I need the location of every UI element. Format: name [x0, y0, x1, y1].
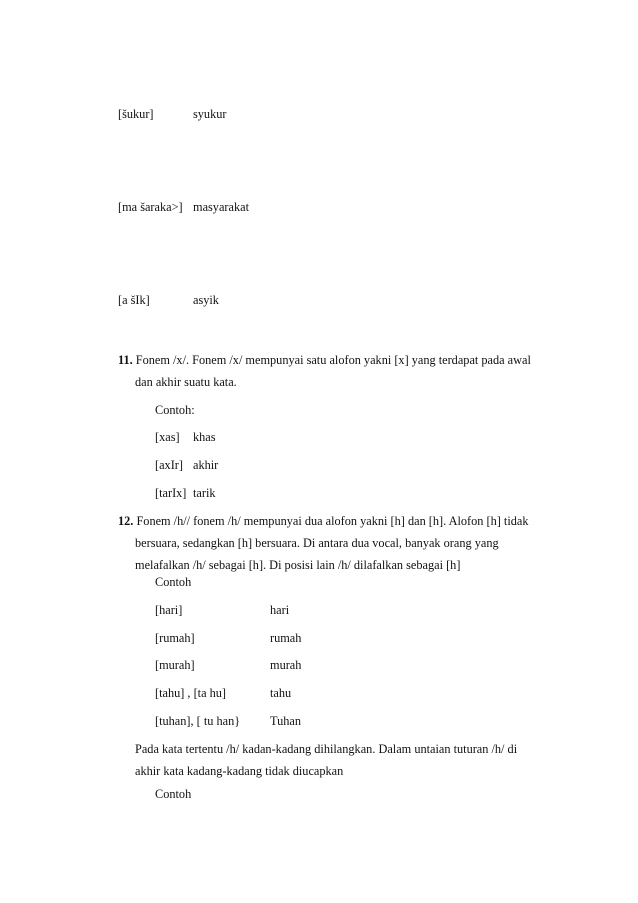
word: murah — [270, 658, 302, 672]
item-text: Fonem /h// fonem /h/ mempunyai dua alofon yakni [h] dan [h]. Alofon [h] tidak — [136, 514, 529, 528]
item-12-line-3: melafalkan /h/ sebagai [h]. Di posisi lain /h/ dilafalkan sebagai [h] — [135, 558, 461, 572]
word: Tuhan — [270, 714, 301, 728]
word: tahu — [270, 686, 292, 700]
item-number: 12. — [118, 514, 134, 528]
phonetic-term: [tarIx] — [155, 486, 187, 500]
phonetic-term: [xas] — [155, 430, 180, 444]
word: akhir — [193, 458, 219, 472]
phonetic-term: [murah] — [155, 658, 195, 672]
word: hari — [270, 603, 290, 617]
word: rumah — [270, 631, 302, 645]
paragraph-line-2: akhir kata kadang-kadang tidak diucapkan — [135, 764, 344, 778]
item-11-line-1 — [118, 352, 531, 368]
item-12-line-2: bersuara, sedangkan [h] bersuara. Di antara dua vocal, banyak orang yang — [135, 536, 499, 550]
example-label: Contoh — [155, 787, 192, 801]
word: tarik — [193, 486, 216, 500]
item-12-line-1 — [118, 513, 529, 529]
phonetic-term: [rumah] — [155, 631, 195, 645]
example-label: Contoh: — [155, 403, 195, 417]
word: khas — [193, 430, 216, 444]
phonetic-term: [axIr] — [155, 458, 183, 472]
paragraph-line-1: Pada kata tertentu /h/ kadan-kadang dihilangkan. Dalam untaian tuturan /h/ di — [135, 742, 518, 756]
phonetic-term: [hari] — [155, 603, 183, 617]
example-label: Contoh — [155, 575, 192, 589]
phonetic-term: [tuhan], [ tu han} — [155, 714, 241, 728]
item-text: Fonem /x/. Fonem /x/ mempunyai satu alofon yakni [x] yang terdapat pada awal — [135, 353, 531, 367]
item-number: 11. — [118, 353, 133, 367]
word: masyarakat — [193, 200, 249, 214]
item-11-line-2: dan akhir suatu kata. — [135, 375, 237, 389]
phonetic-term: [ma šaraka>] — [118, 200, 183, 214]
word: syukur — [193, 107, 227, 121]
phonetic-term: [šukur] — [118, 107, 154, 121]
phonetic-term: [a šIk] — [118, 293, 150, 307]
phonetic-term: [tahu] , [ta hu] — [155, 686, 227, 700]
word: asyik — [193, 293, 219, 307]
